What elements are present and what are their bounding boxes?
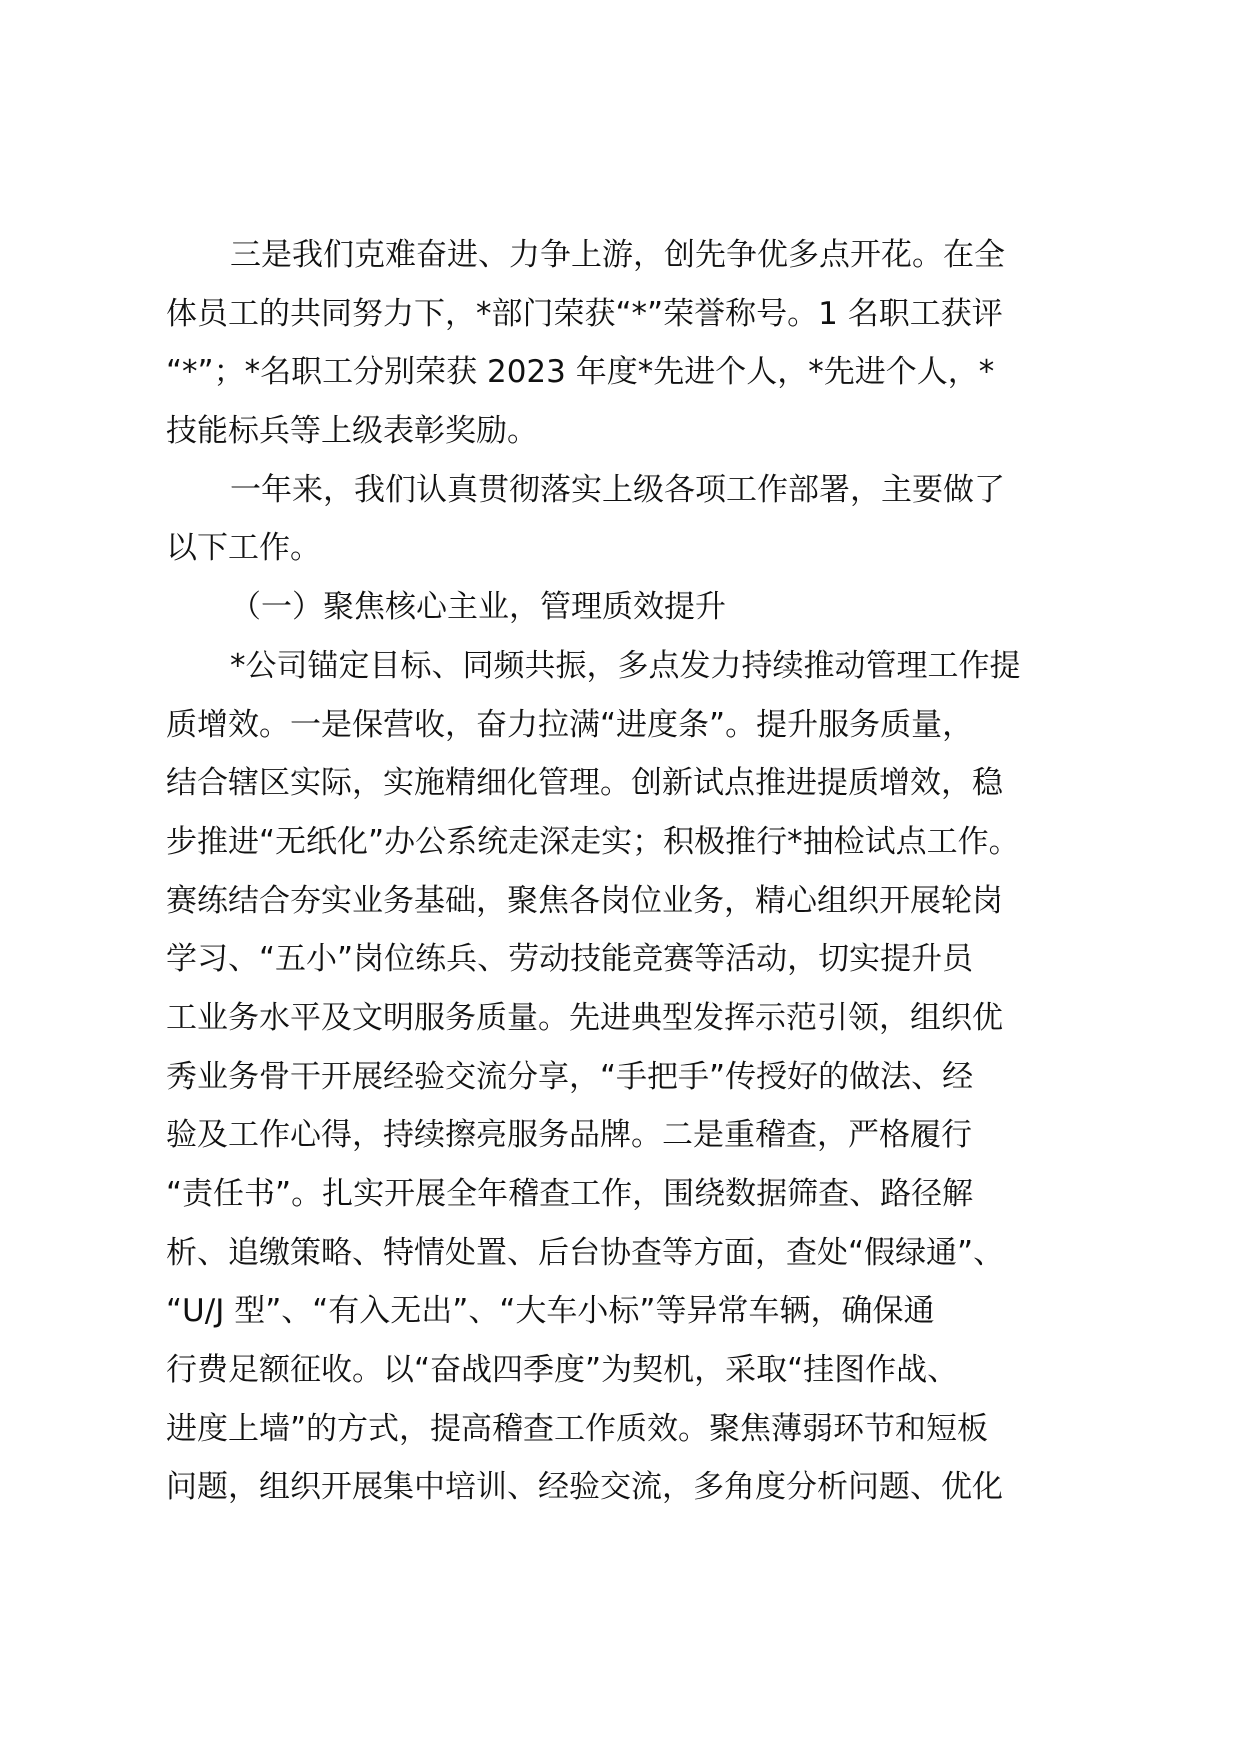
paragraph-line: 结合辖区实际，实施精细化管理。创新试点推进提质增效，稳 <box>166 765 1003 802</box>
paragraph-line: 赛练结合夯实业务基础，聚焦各岗位业务，精心组织开展轮岗 <box>166 882 1003 919</box>
paragraph-line: 步推进“无纸化”办公系统走深走实；积极推行*抽检试点工作。 <box>166 823 1020 860</box>
paragraph-line: 析、追缴策略、特情处置、后台协查等方面，查处“假绿通”、 <box>166 1234 1005 1271</box>
section-heading: （一）聚焦核心主业，管理质效提升 <box>230 589 726 626</box>
paragraph-line: 问题，组织开展集中培训、经验交流，多角度分析问题、优化 <box>166 1469 1003 1506</box>
paragraph-line: 行费足额征收。以“奋战四季度”为契机，采取“挂图作战、 <box>166 1352 959 1389</box>
paragraph-line: 技能标兵等上级表彰奖励。 <box>166 413 538 450</box>
paragraph-line: 工业务水平及文明服务质量。先进典型发挥示范引领，组织优 <box>166 999 1003 1036</box>
paragraph-line: 质增效。一是保营收，奋力拉满“进度条”。提升服务质量， <box>166 706 974 743</box>
paragraph-line: *公司锚定目标、同频共振，多点发力持续推动管理工作提 <box>230 647 1021 684</box>
paragraph-line: 以下工作。 <box>166 530 321 567</box>
paragraph-line: 三是我们克难奋进、力争上游，创先争优多点开花。在全 <box>230 237 1005 273</box>
paragraph-line: “U/J 型”、“有入无出”、“大车小标”等异常车辆，确保通 <box>166 1293 935 1330</box>
paragraph-line: “责任书”。扎实开展全年稽查工作，围绕数据筛查、路径解 <box>166 1176 974 1212</box>
paragraph-line: 体员工的共同努力下，*部门荣获“*”荣誉称号。1 名职工获评 <box>166 295 1003 332</box>
paragraph-line: 验及工作心得，持续擦亮服务品牌。二是重稽查，严格履行 <box>166 1117 972 1154</box>
paragraph-line: 秀业务骨干开展经验交流分享，“手把手”传授好的做法、经 <box>166 1058 974 1095</box>
document-body <box>166 226 1078 1517</box>
paragraph-line: 学习、“五小”岗位练兵、劳动技能竞赛等活动，切实提升员 <box>166 941 974 978</box>
paragraph-line: “*”；*名职工分别荣获 2023 年度*先进个人，*先进个人，* <box>166 354 995 391</box>
paragraph-line: 一年来，我们认真贯彻落实上级各项工作部署，主要做了 <box>230 471 1005 508</box>
paragraph-line: 进度上墙”的方式，提高稽查工作质效。聚焦薄弱环节和短板 <box>166 1410 989 1447</box>
